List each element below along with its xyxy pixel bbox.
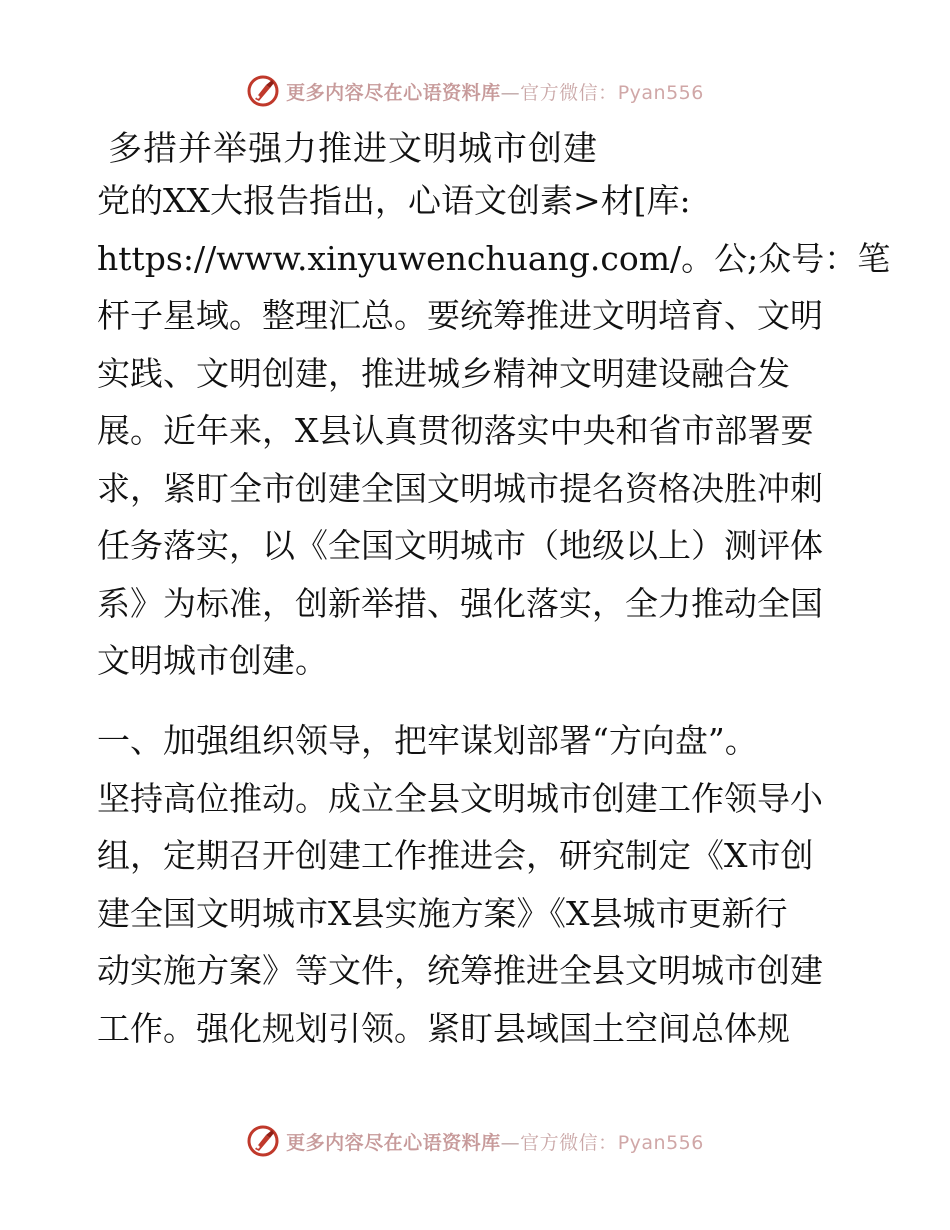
paragraph-line: 系》为标准，创新举措、强化落实，全力推动全国 [97, 583, 823, 623]
banner-lead-text: 更多内容尽在心语资料库 [286, 81, 501, 104]
paragraph-line: 动实施方案》等文件，统筹推进全县文明城市创建 [97, 951, 823, 990]
paragraph-line: 文明城市创建。 [97, 641, 328, 680]
paragraph-line: 工作。强化规划引领。紧盯县域国土空间总体规 [97, 1008, 790, 1048]
paragraph-line: 求，紧盯全市创建全国文明城市提名资格决胜冲刺 [97, 468, 823, 508]
paragraph-line: 建全国文明城市X县实施方案》《X县城市更新行 [97, 893, 788, 933]
paragraph-1 [97, 172, 891, 690]
footer-banner [0, 1121, 950, 1161]
paragraph-line: 杆子星域。整理汇总。要统筹推进文明培育、文明 [97, 296, 823, 335]
banner-wechat-id: Pyan556 [617, 81, 704, 104]
paragraph-line: 组，定期召开创建工作推进会，研究制定《X市创 [97, 836, 814, 875]
paragraph-2 [97, 712, 857, 1057]
banner-wechat-label: 官方微信： [520, 81, 618, 104]
paragraph-line: https://www.xinyuwenchuang.com/。公;众号：笔 [97, 238, 891, 278]
banner-dash: — [500, 1131, 521, 1154]
banner-text [286, 78, 704, 105]
banner-text [286, 1128, 704, 1155]
header-banner [0, 71, 950, 111]
document-title: 多措并举强力推进文明城市创建 [108, 129, 598, 169]
banner-wechat-label: 官方微信： [520, 1131, 618, 1154]
paragraph-line: 党的XX大报告指出，心语文创素>材[库: [97, 181, 691, 220]
paragraph-line: 任务落实，以《全国文明城市（地级以上）测评体 [97, 526, 823, 565]
pen-logo-icon [246, 1124, 280, 1158]
pen-logo-icon [246, 74, 280, 108]
banner-lead-text: 更多内容尽在心语资料库 [286, 1131, 501, 1154]
paragraph-line: 展。近年来，X县认真贯彻落实中央和省市部署要 [97, 411, 814, 450]
paragraph-line: 坚持高位推动。成立全县文明城市创建工作领导小 [97, 778, 823, 818]
paragraph-line: 实践、文明创建，推进城乡精神文明建设融合发 [97, 353, 790, 393]
banner-wechat-id: Pyan556 [617, 1131, 704, 1154]
banner-dash: — [500, 81, 521, 104]
paragraph-line: 一、加强组织领导，把牢谋划部署“方向盘”。 [97, 721, 758, 760]
